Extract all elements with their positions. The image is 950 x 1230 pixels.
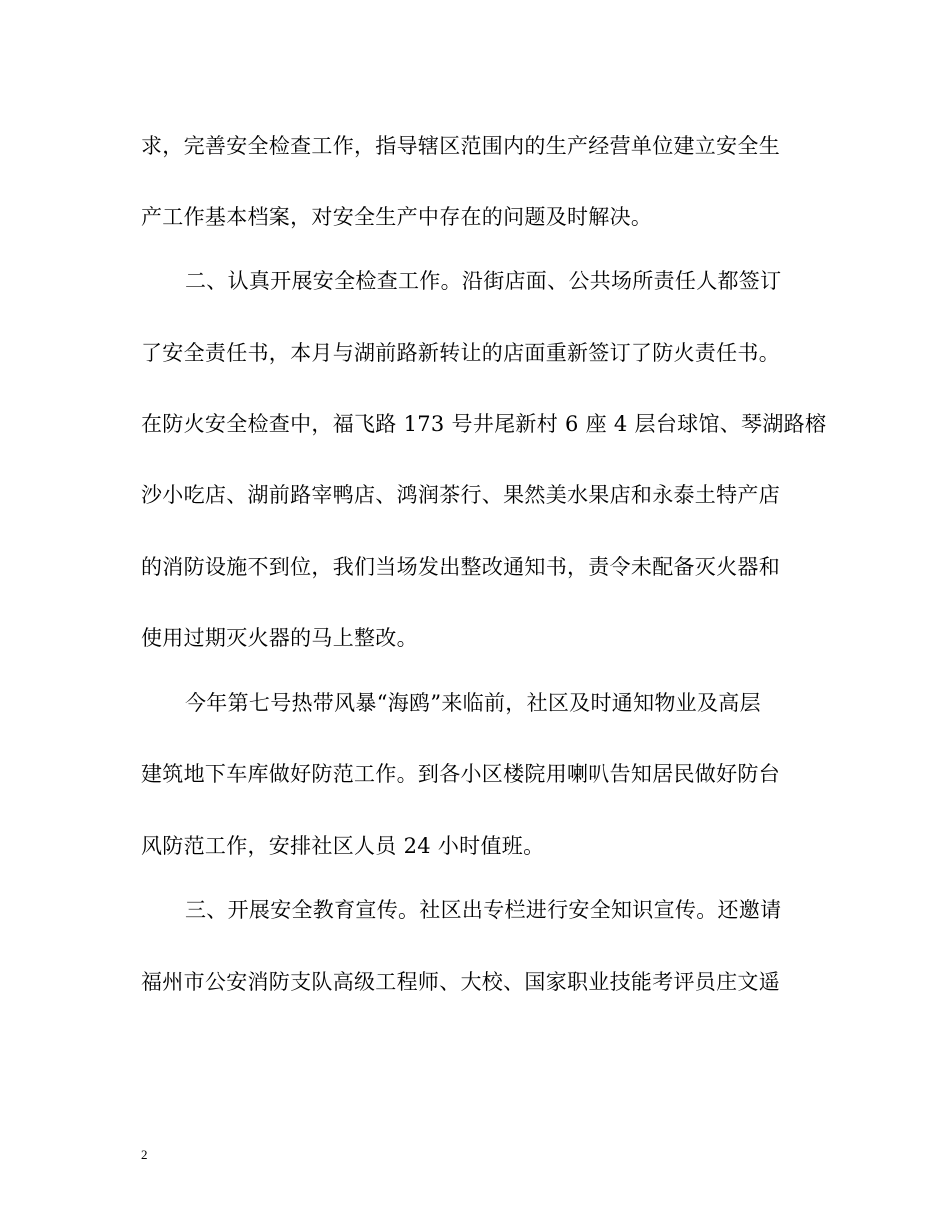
text-line: 产工作基本档案，对安全生产中存在的问题及时解决。 (141, 205, 653, 229)
text-line: 三、开展安全教育宣传。社区出专栏进行安全知识宣传。还邀请 (185, 898, 782, 922)
text-line: 沙小吃店、湖前路宰鸭店、鸿润茶行、果然美水果店和永泰土特产店 (141, 483, 780, 507)
text-line: 二、认真开展安全检查工作。沿街店面、公共场所责任人都签订 (185, 269, 782, 293)
page-number: 2 (141, 1147, 148, 1162)
text-line: 了安全责任书，本月与湖前路新转让的店面重新签订了防火责任书。 (141, 341, 780, 365)
text-line: 使用过期灭火器的马上整改。 (141, 626, 418, 650)
text-line: 建筑地下车库做好防范工作。到各小区楼院用喇叭告知居民做好防台 (141, 762, 780, 786)
text-line: 风防范工作，安排社区人员 24 小时值班。 (141, 834, 545, 858)
text-line: 的消防设施不到位，我们当场发出整改通知书，责令未配备灭火器和 (141, 555, 780, 579)
text-line: 福州市公安消防支队高级工程师、大校、国家职业技能考评员庄文遥 (141, 970, 780, 994)
text-line: 今年第七号热带风暴“海鸥”来临前，社区及时通知物业及高层 (185, 691, 761, 715)
text-line: 在防火安全检查中，福飞路 173 号井尾新村 6 座 4 层台球馆、琴湖路榕 (141, 412, 827, 436)
text-line: 求，完善安全检查工作，指导辖区范围内的生产经营单位建立安全生 (141, 134, 780, 158)
